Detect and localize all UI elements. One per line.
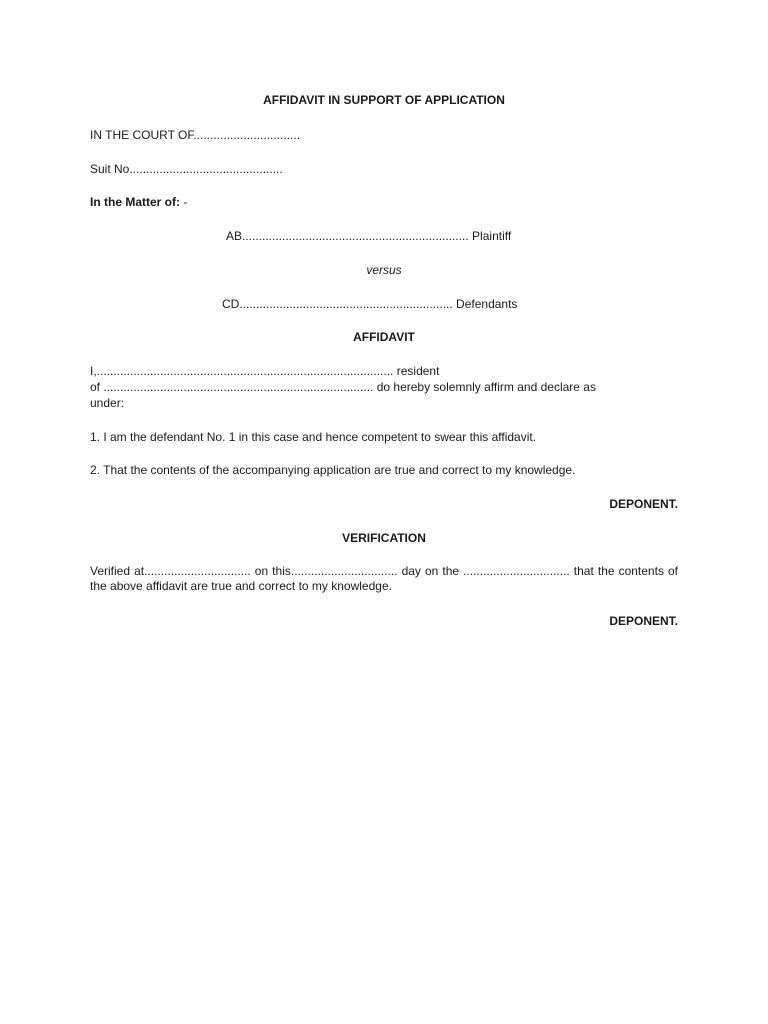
deponent-signature-1: DEPONENT.	[609, 497, 678, 511]
affidavit-heading: AFFIDAVIT	[353, 330, 415, 344]
matter-label: In the Matter of:	[90, 195, 180, 209]
declaration-line-3: under:	[90, 396, 125, 410]
matter-line	[90, 195, 678, 210]
deponent-signature-2: DEPONENT.	[609, 614, 678, 628]
verification-text: Verified at................................ on this................................ day on the ................................ that the contents of the above affidavit are true and correct to my knowledge.	[90, 564, 678, 593]
court-line: IN THE COURT OF................................	[90, 128, 301, 142]
declaration-line-1: I,......................................................................................... resident	[90, 364, 440, 378]
document-title: AFFIDAVIT IN SUPPORT OF APPLICATION	[263, 93, 505, 107]
versus-text: versus	[366, 263, 402, 277]
suit-number-line: Suit No..............................................	[90, 162, 283, 176]
affidavit-point-2: 2. That the contents of the accompanying application are true and correct to my knowledge.	[90, 463, 576, 477]
affidavit-point-1: 1. I am the defendant No. 1 in this case and hence competent to swear this affidavit.	[90, 430, 537, 444]
matter-suffix: -	[180, 195, 188, 209]
declaration-line-2: of ................................................................................. do hereby solemnly affirm and declare as	[90, 380, 596, 394]
plaintiff-line: AB.................................................................... Plaintiff	[226, 229, 512, 243]
verification-heading: VERIFICATION	[342, 531, 426, 545]
defendant-line: CD................................................................ Defendants	[222, 297, 518, 311]
